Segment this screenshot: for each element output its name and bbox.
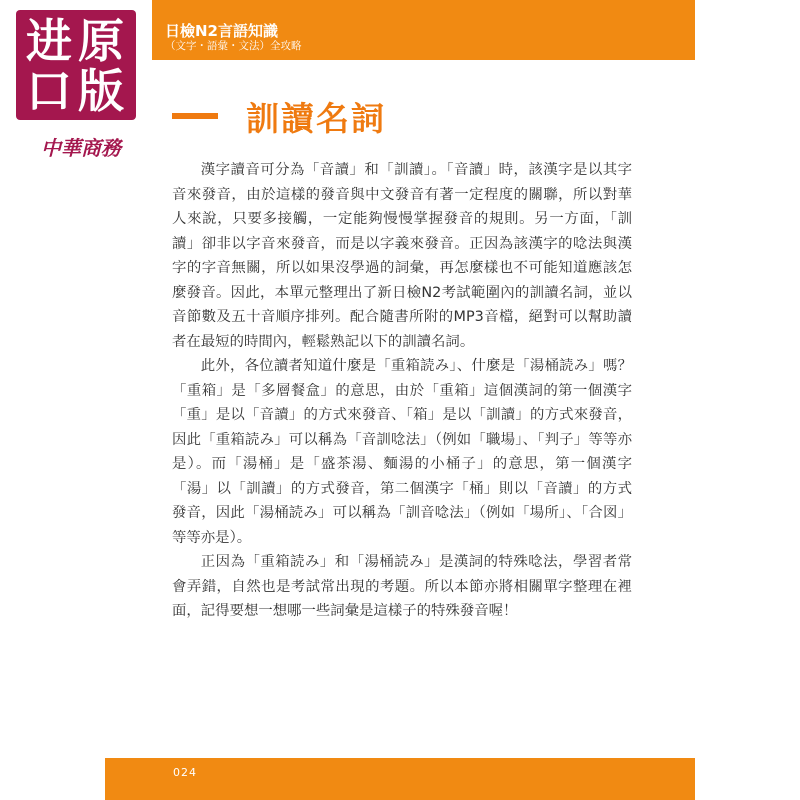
paragraph: 此外，各位讀者知道什麼是「重箱読み」、什麼是「湯桶読み」嗎？「重箱」是「多層餐盒」的意思，由於「重箱」這個漢詞的第一個漢字「重」是以「音讀」的方式來發音、「箱」是以「訓讀」的方式來發音，因此「重箱読み」可以稱為「音訓唸法」（例如「職場」、「判子」等等亦是）。而「湯桶」是「盛茶湯、麵湯的小桶子」的意思，第一個漢字「湯」以「訓讀」的方式發音，第二個漢字「桶」則以「音讀」的方式發音，因此「湯桶読み」可以稱為「訓音唸法」（例如「場所」、「合図」等等亦是）。 [172, 358, 632, 546]
logo-char-2: 原 [78, 14, 124, 68]
book-title: 日檢N2言語知識 [165, 22, 278, 40]
logo-char-1: 进 [26, 14, 72, 68]
logo-badge [16, 10, 136, 120]
footer-band [105, 758, 695, 800]
header-band [105, 0, 695, 60]
paragraph: 正因為「重箱読み」和「湯桶読み」是漢詞的特殊唸法，學習者常會弄錯，自然也是考試常出現的考題。所以本節亦將相關單字整理在裡面，記得要想一想哪一些詞彙是這樣子的特殊發音喔！ [172, 554, 632, 619]
logo-script: 中華商務 [41, 136, 121, 160]
paragraph: 漢字讀音可分為「音讀」和「訓讀」。「音讀」時，該漢字是以其字音來發音，由於這樣的發音與中文發音有著一定程度的關聯，所以對華人來說，只要多接觸，一定能夠慢慢掌握發音的規則。另一方面，「訓讀」卻非以字音來發音，而是以字義來發音。正因為該漢字的唸法與漢字的字音無關，所以如果沒學過的詞彙，再怎麼樣也不可能知道應該怎麼發音。因此，本單元整理出了新日檢N2考試範圍內的訓讀名詞，並以音節數及五十音順序排列。配合隨書所附的MP3音檔，絕對可以幫助讀者在最短的時間內，輕鬆熟記以下的訓讀名詞。 [172, 162, 632, 350]
section-title: 訓讀名詞 [246, 98, 386, 138]
section-heading [172, 96, 386, 136]
book-subtitle: （文字・語彙・文法）全攻略 [165, 40, 302, 52]
page-number: 024 [173, 766, 197, 779]
section-number-dash [172, 113, 218, 119]
logo-char-4: 版 [78, 64, 124, 118]
logo-char-3: 口 [26, 64, 72, 118]
body-text [172, 158, 632, 624]
publisher-logo [0, 0, 152, 170]
